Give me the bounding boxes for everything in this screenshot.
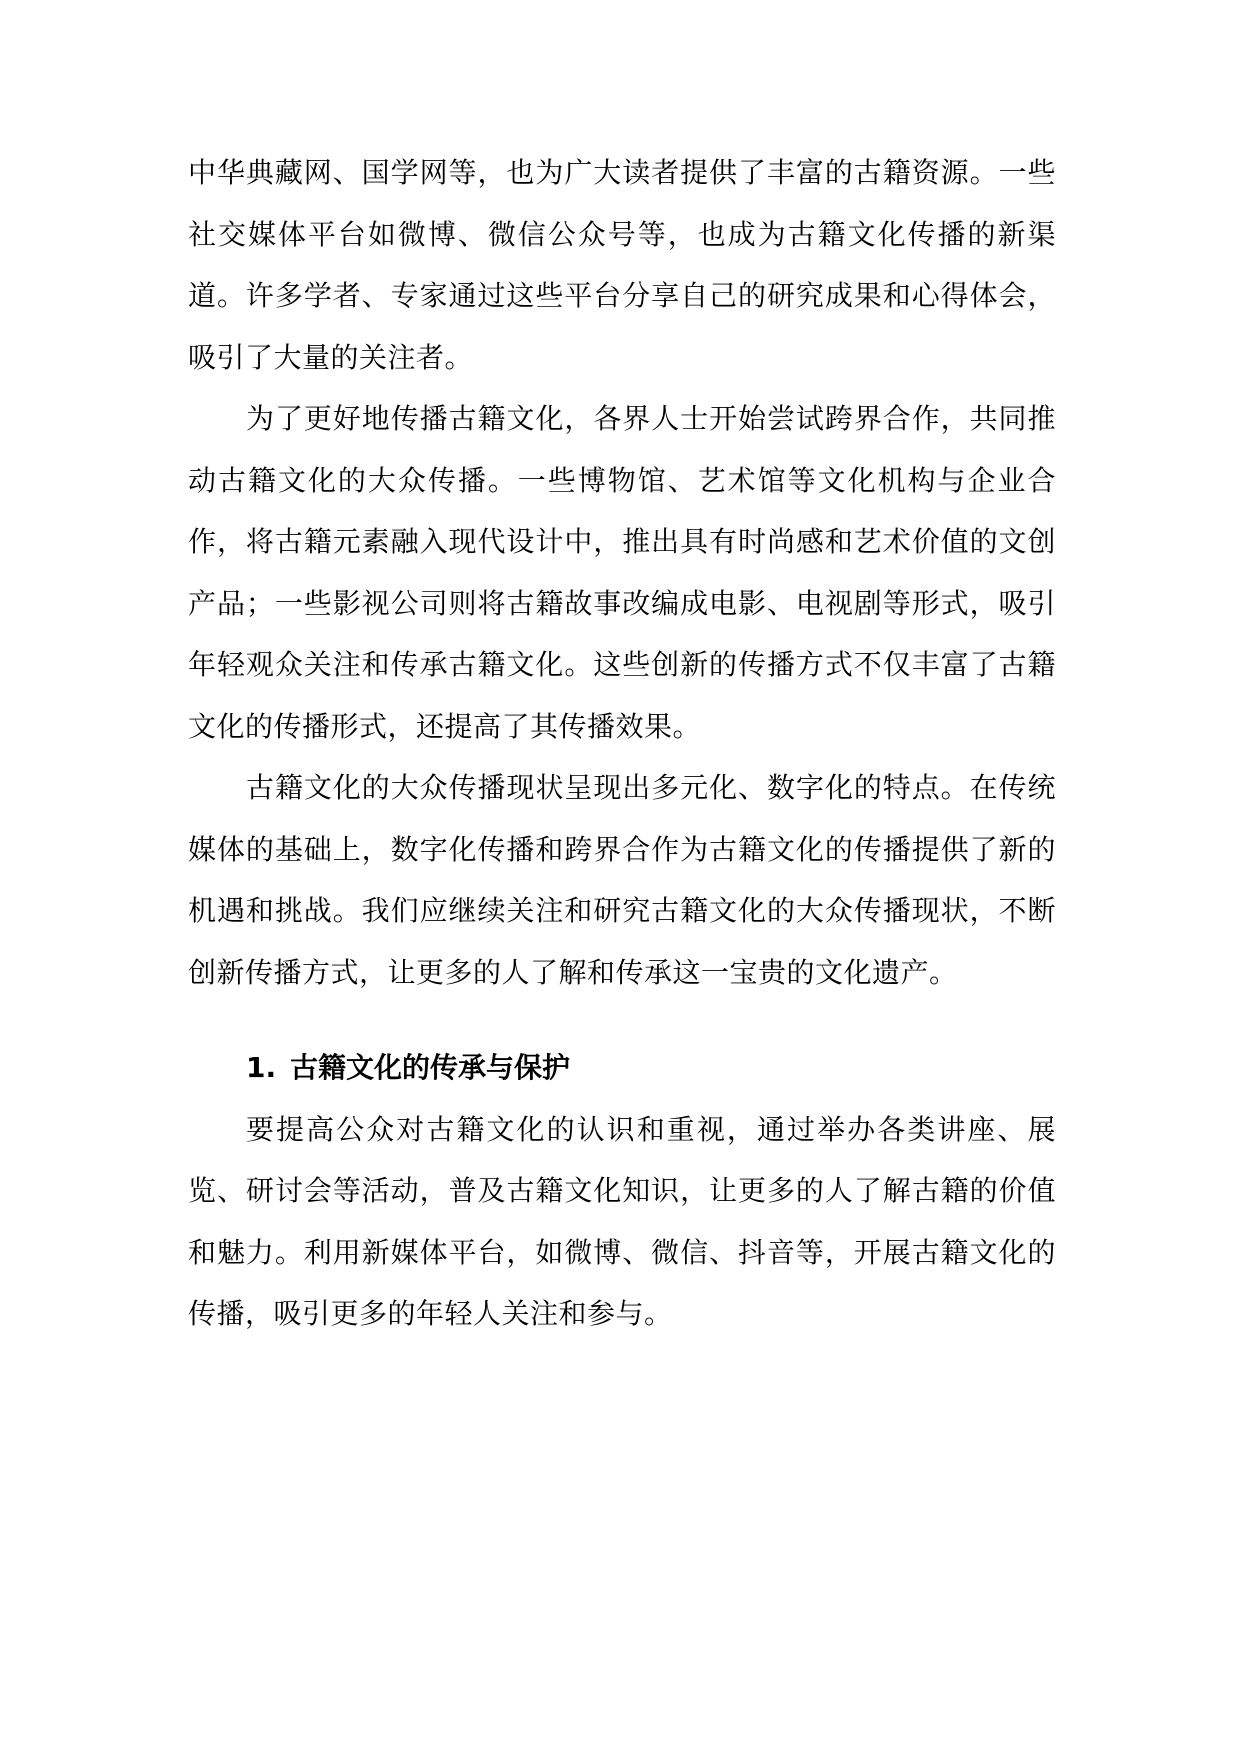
- paragraph-public-awareness: 要提高公众对古籍文化的认识和重视，通过举办各类讲座、展览、研讨会等活动，普及古籍文化知识，让更多的人了解古籍的价值和魅力。利用新媒体平台，如微博、微信、抖音等，开展古籍文化的传播，吸引更多的年轻人关注和参与。: [188, 1112, 1056, 1330]
- paragraph-summary: 古籍文化的大众传播现状呈现出多元化、数字化的特点。在传统媒体的基础上，数字化传播和跨界合作为古籍文化的传播提供了新的机遇和挑战。我们应继续关注和研究古籍文化的大众传播现状，不断创新传播方式，让更多的人了解和传承这一宝贵的文化遗产。: [188, 771, 1056, 989]
- section-title: 古籍文化的传承与保护: [290, 1051, 571, 1084]
- paragraph-cross-border-cooperation: 为了更好地传播古籍文化，各界人士开始尝试跨界合作，共同推动古籍文化的大众传播。一些博物馆、艺术馆等文化机构与企业合作，将古籍元素融入现代设计中，推出具有时尚感和艺术价值的文创产品；一些影视公司则将古籍故事改编成电影、电视剧等形式，吸引年轻观众关注和传承古籍文化。这些创新的传播方式不仅丰富了古籍文化的传播形式，还提高了其传播效果。: [188, 402, 1056, 743]
- document-body: [188, 142, 1056, 1345]
- section-number: 1.: [246, 1051, 277, 1084]
- section-heading: [188, 1037, 1056, 1099]
- paragraph-continued: 中华典藏网、国学网等，也为广大读者提供了丰富的古籍资源。一些社交媒体平台如微博、微信公众号等，也成为古籍文化传播的新渠道。许多学者、专家通过这些平台分享自己的研究成果和心得体会，吸引了大量的关注者。: [188, 156, 1056, 374]
